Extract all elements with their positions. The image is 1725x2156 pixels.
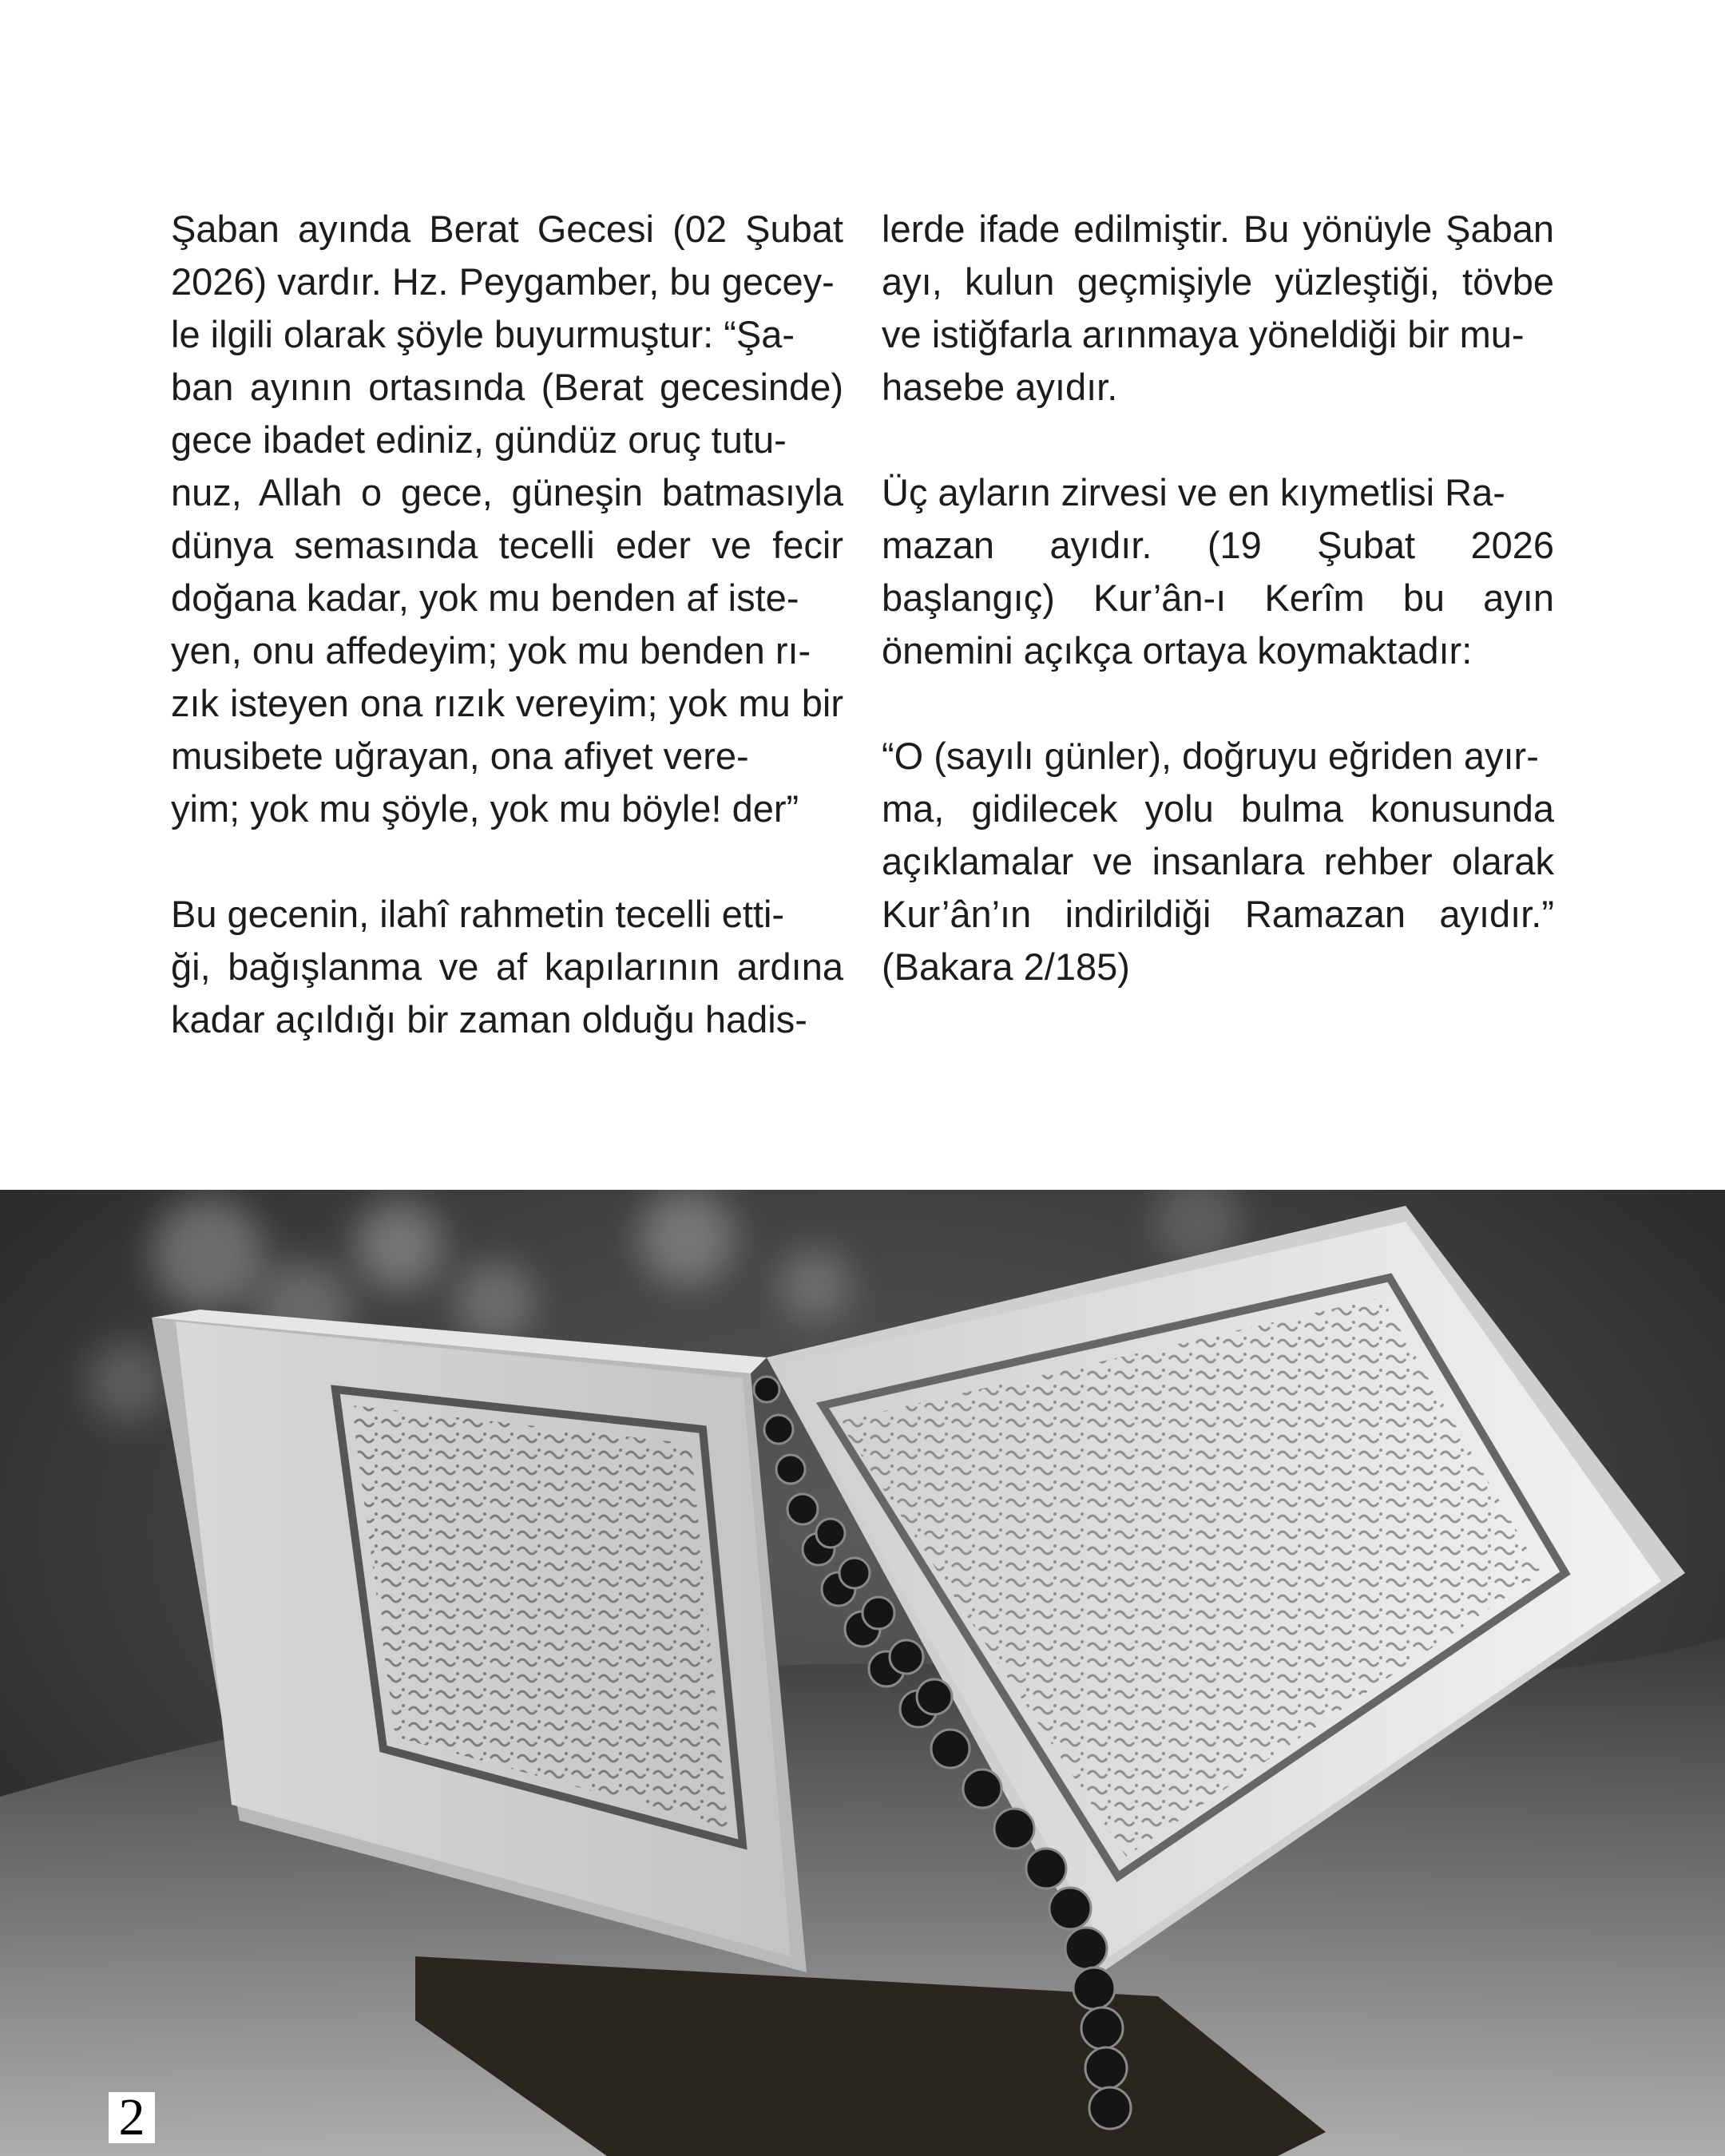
- paragraph: Şaban ayında Berat Gecesi (02 Şubat 2026) vardır. Hz. Peygamber, bu gecey- le ilgili olarak şöyle buyurmuştur: “Şa- ban ayının ortasında (Berat gecesinde) gece ibadet ediniz, gündüz oruç tutu- nuz, Allah o gece, güneşin batmasıyla dünya semasında tecelli eder ve fecir doğana kadar, yok mu benden af iste- yen, onu affedeyim; yok mu benden rı- zık isteyen ona rızık vereyim; yok mu bir musibete uğrayan, ona afiyet vere- yim; yok mu şöyle, yok mu böyle! der”: [171, 208, 843, 830]
- paragraph: “O (sayılı günler), doğruyu eğriden ayır- ma, gidilecek yolu bulma konusunda açıklamalar ve insanlara rehber olarak Kur’ân’ın indirildiği Ramazan ayıdır.” (Bakara 2/185): [882, 735, 1554, 988]
- paragraph: Üç ayların zirvesi ve en kıymetlisi Ra- mazan ayıdır. (19 Şubat 2026 başlangıç) Kur’ân-ı Kerîm bu ayın önemini açıkça ortaya koymaktadır:: [882, 471, 1554, 672]
- paragraph: lerde ifade edilmiştir. Bu yönüyle Şaban ayı, kulun geçmişiyle yüzleştiği, tövbe ve istiğfarla arınmaya yöneldiği bir mu- hasebe ayıdır.: [882, 208, 1554, 408]
- paragraph: Bu gecenin, ilahî rahmetin tecelli etti- ği, bağışlanma ve af kapılarının ardına kadar açıldığı bir zaman olduğu hadis-: [171, 893, 843, 1040]
- page-number: 2: [109, 2092, 155, 2143]
- article-body: [171, 203, 1554, 1046]
- open-quran-with-prayer-beads-icon: [0, 1190, 1725, 2156]
- right-column: [882, 203, 1554, 1046]
- left-column: [171, 203, 843, 1046]
- quran-photo: [0, 1190, 1725, 2156]
